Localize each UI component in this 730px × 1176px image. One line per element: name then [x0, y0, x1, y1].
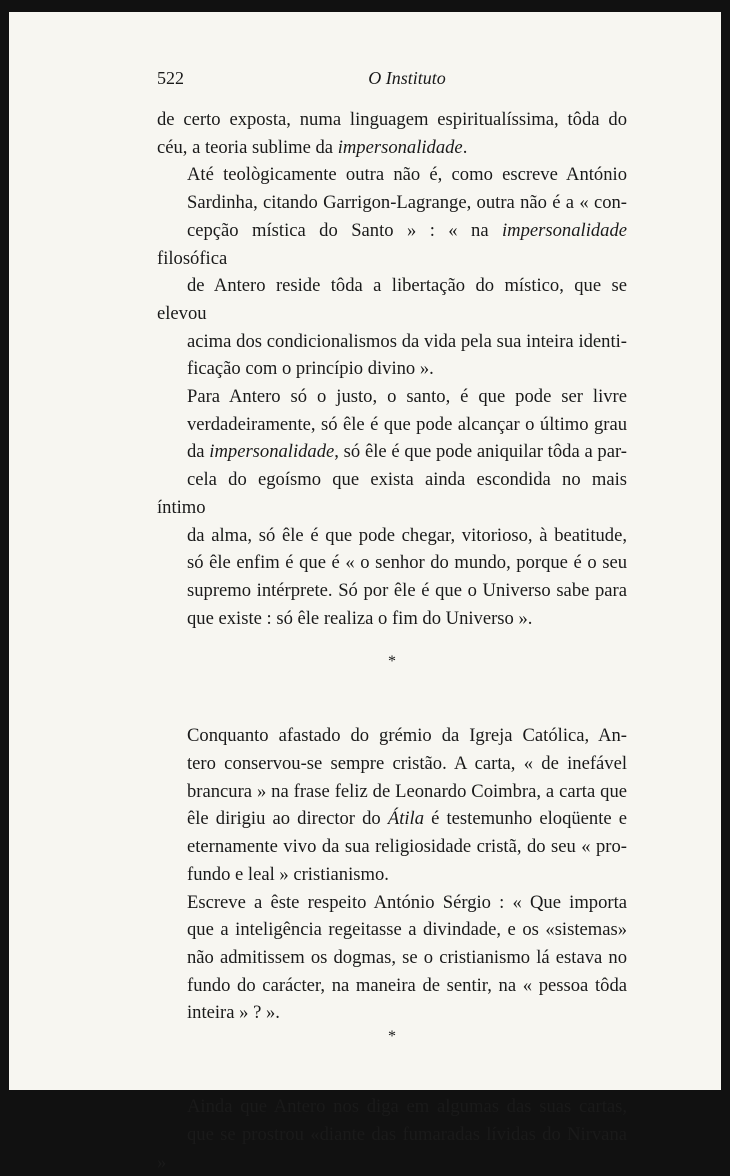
running-title: O Instituto — [368, 68, 446, 88]
section-separator: * — [388, 1028, 396, 1046]
text-line: de certo exposta, numa linguagem espiritualíssima, tôda do — [157, 109, 627, 130]
section-separator: * — [388, 653, 396, 671]
text-line: brancura » na frase feliz de Leonardo Coimbra, a carta que — [187, 780, 627, 802]
paragraph — [157, 1093, 627, 1176]
text-line: não admitissem os dogmas, se o cristianismo lá estava no — [187, 946, 627, 968]
text-line: que existe : só êle realiza o fim do Universo ». — [187, 607, 533, 629]
paragraph — [157, 383, 627, 632]
text-line: acima dos condicionalismos da vida pela sua inteira identi- — [187, 330, 627, 352]
text-line: eternamente vivo da sua religiosidade cristã, do seu « pro- — [187, 836, 627, 858]
text-line: inteira » ? ». — [187, 1002, 280, 1024]
text-line: cepção mística do Santo » : « na impersonalidade filosófica — [157, 219, 627, 269]
text-line: que se prostrou «diante das fumaradas lívidas do Nirvana » — [157, 1123, 627, 1173]
text-line: fundo e leal » cristianismo. — [187, 863, 389, 885]
text-line: Até teològicamente outra não é, como escreve António — [187, 164, 627, 186]
text-line: só êle enfim é que é « o senhor do mundo, porque é o seu — [187, 552, 627, 574]
text-line: da impersonalidade, só êle é que pode aniquilar tôda a par- — [187, 441, 627, 463]
paragraph — [157, 889, 627, 1028]
text-line: céu, a teoria sublime da impersonalidade. — [157, 136, 468, 158]
paragraph — [157, 106, 627, 161]
text-line: supremo intérprete. Só por êle é que o Universo sabe para — [187, 579, 627, 601]
text-line: Ainda que Antero nos diga em algumas das suas cartas, — [187, 1096, 627, 1118]
text-line: verdadeiramente, só êle é que pode alcançar o último grau — [187, 413, 627, 435]
paragraph — [157, 722, 627, 888]
text-line: Conquanto afastado do grémio da Igreja Católica, An- — [187, 725, 627, 747]
text-line: ficação com o princípio divino ». — [187, 358, 434, 380]
text-line: Para Antero só o justo, o santo, é que pode ser livre — [187, 386, 627, 408]
body-text — [157, 106, 627, 1176]
paragraph — [157, 161, 627, 383]
text-line: êle dirigiu ao director do Átila é testemunho eloqüente e — [187, 808, 628, 830]
text-line: cela do egoísmo que exista ainda escondida no mais íntimo — [157, 469, 627, 518]
text-line: Sardinha, citando Garrigon-Lagrange, outra não é a « con- — [187, 192, 627, 214]
text-line: que a inteligência regeitasse a divindade, e os «sistemas» — [187, 919, 627, 941]
text-line: Escreve a êste respeito António Sérgio : « Que importa — [187, 891, 627, 913]
page-number: 522 — [157, 68, 184, 88]
text-line: fundo do carácter, na maneira de sentir, na « pessoa tôda — [187, 974, 627, 996]
text-line: tero conservou-se sempre cristão. A carta, « de inefável — [187, 753, 627, 775]
page-header — [157, 68, 627, 92]
text-line: da alma, só êle é que pode chegar, vitorioso, à beatitude, — [187, 524, 627, 546]
text-line: de Antero reside tôda a libertação do místico, que se elevou — [157, 275, 627, 324]
